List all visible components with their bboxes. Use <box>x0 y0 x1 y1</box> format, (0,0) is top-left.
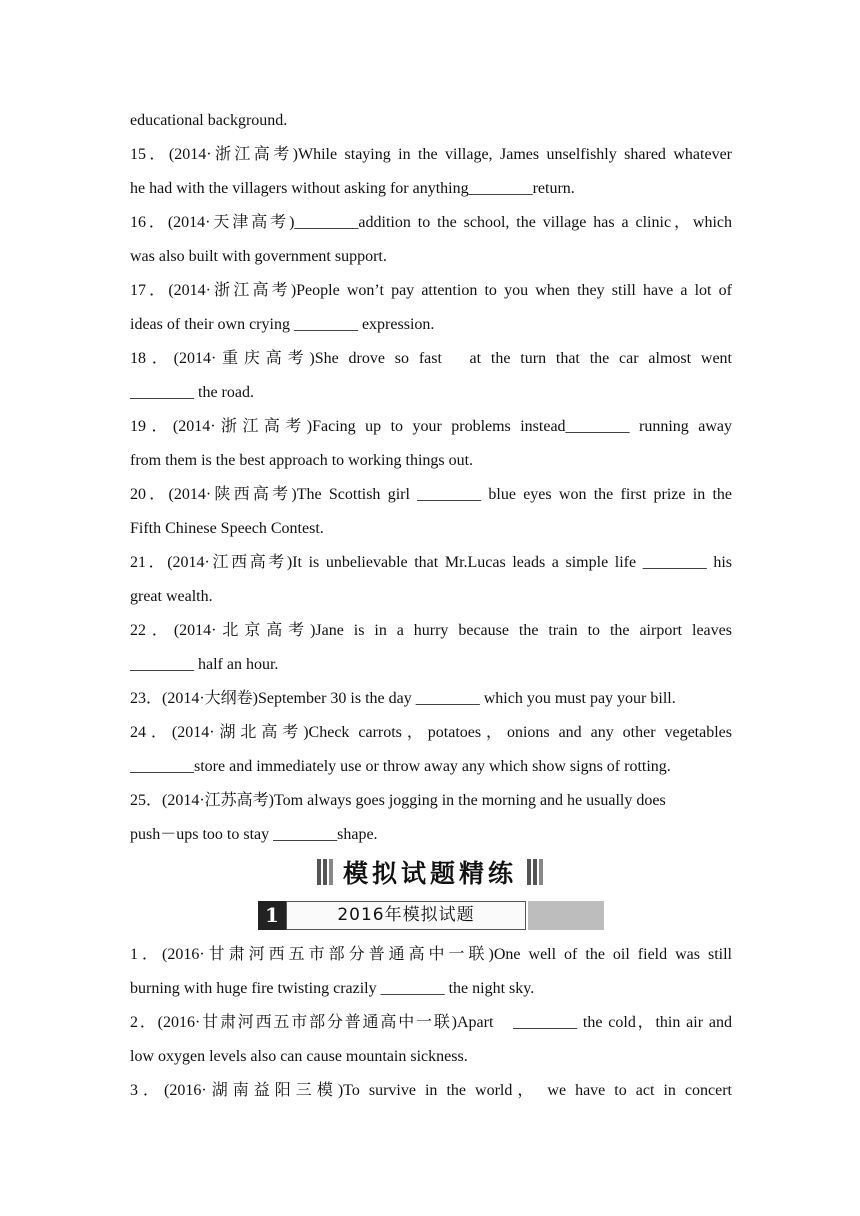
section-heading <box>0 855 860 889</box>
text-line: great wealth. <box>130 588 213 605</box>
text-line: low oxygen levels also can cause mountain sickness. <box>130 1048 468 1065</box>
text-line: 15．(2014·浙江高考)While staying in the village, James unselfishly shared whatever <box>130 146 732 163</box>
text-line: 16．(2014·天津高考)________addition to the school, the village has a clinic，which <box>130 214 732 231</box>
text-line: he had with the villagers without asking for anything________return. <box>130 180 575 197</box>
text-line: ideas of their own crying ________ expression. <box>130 316 435 333</box>
section-heading-text: 模拟试题精练 <box>342 859 517 888</box>
text-line: from them is the best approach to working things out. <box>130 452 474 469</box>
text-line: educational background. <box>130 112 288 129</box>
text-line: 18．(2014·重庆高考)She drove so fast at the turn that the car almost went <box>130 350 732 367</box>
banner-fill-decoration <box>528 901 604 930</box>
text-line: 21．(2014·江西高考)It is unbelievable that Mr.Lucas leads a simple life ________ his <box>130 554 732 571</box>
text-line: ________ the road. <box>130 384 254 401</box>
text-line: 20．(2014·陕西高考)The Scottish girl ________ blue eyes won the first prize in the <box>130 486 732 503</box>
text-line: burning with huge fire twisting crazily ________ the night sky. <box>130 980 535 997</box>
heading-right-bar-decoration <box>527 859 543 885</box>
text-line: 17．(2014·浙江高考)People won’t pay attention to you when they still have a lot of <box>130 282 732 299</box>
text-line: Fifth Chinese Speech Contest. <box>130 520 324 537</box>
text-line: 22．(2014·北京高考)Jane is in a hurry because the train to the airport leaves <box>130 622 732 639</box>
text-line: 19．(2014·浙江高考)Facing up to your problems instead________ running away <box>130 418 732 435</box>
text-line: 1．(2016·甘肃河西五市部分普通高中一联)One well of the oil field was still <box>130 946 732 963</box>
heading-left-bar-decoration <box>317 859 333 885</box>
text-line: was also built with government support. <box>130 248 387 265</box>
text-line: 25．(2014·江苏高考)Tom always goes jogging in the morning and he usually does <box>130 792 666 809</box>
text-line: ________store and immediately use or throw away any which show signs of rotting. <box>130 758 671 775</box>
text-line: 23．(2014·大纲卷)September 30 is the day ________ which you must pay your bill. <box>130 690 676 707</box>
exercise-list-2016 <box>130 938 732 1108</box>
subsection-banner <box>258 901 604 930</box>
text-line: 2．(2016·甘肃河西五市部分普通高中一联)Apart ________ the cold，thin air and <box>130 1014 732 1031</box>
banner-title: 2016年模拟试题 <box>286 901 526 930</box>
banner-number: 1 <box>258 901 286 930</box>
text-line: 3．(2016·湖南益阳三模)To survive in the world， we have to act in concert <box>130 1082 732 1099</box>
exercise-list-2014 <box>130 104 732 852</box>
text-line: 24．(2014·湖北高考)Check carrots，potatoes，onions and any other vegetables <box>130 724 732 741</box>
text-line: ________ half an hour. <box>130 656 279 673</box>
text-line: push－ups too to stay ________shape. <box>130 826 378 843</box>
